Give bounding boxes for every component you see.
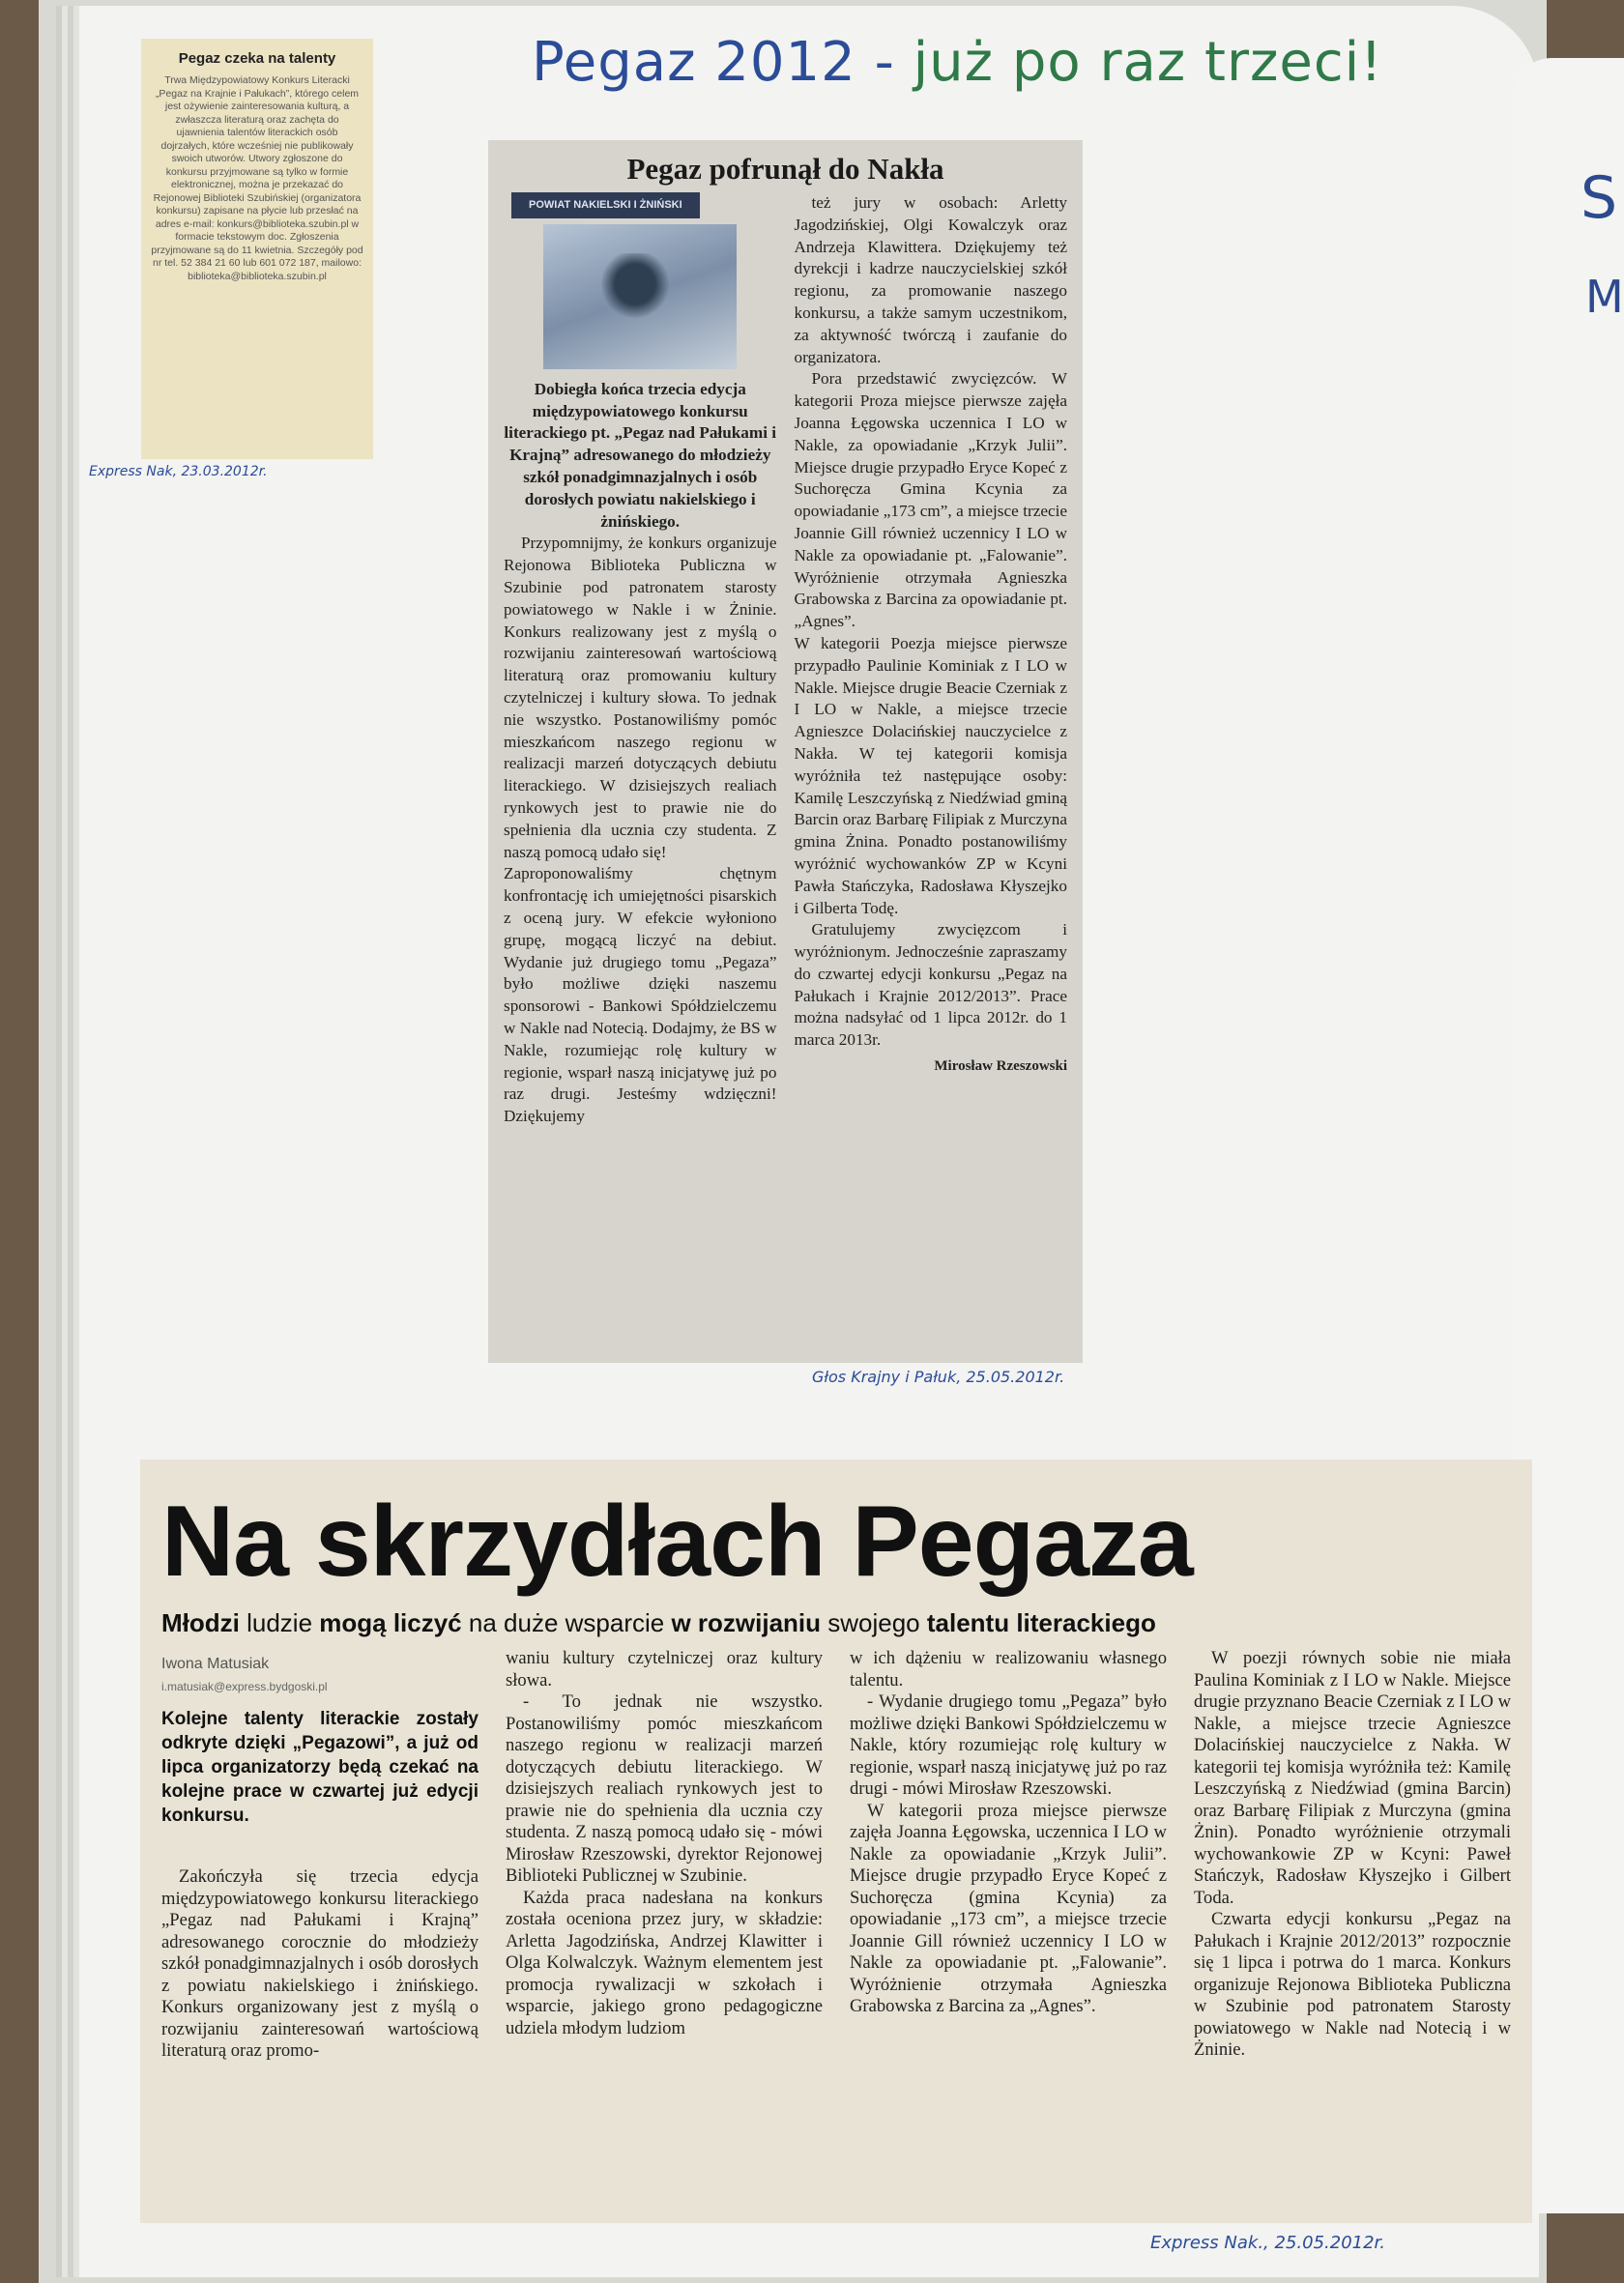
clipping3-author: Iwona Matusiak xyxy=(161,1656,270,1672)
next-page-letter-s: S xyxy=(1580,164,1618,232)
clipping2-paragraph: Pora przedstawić zwycięzców. W kategorii Proza miejsce pierwsze zajęła Joanna Łęgowska uczennica I LO w Nakle, za opowiadanie „Krzyk Julii”. Miejsce drugie przypadło Eryce Kopeć z Suchoręcza Gmina Kcynia za opowiadanie „173 cm”, a miejsce trzecie Joannie Gill również uczennicy I LO w Nakle za opowiadanie pt. „Falowanie”. Wyróżnienie otrzymała Agnieszka Grabowska z Barcina za opowiadanie pt. „Agnes”. xyxy=(794,369,1067,631)
clipping2-paragraph: Przypomnijmy, że konkurs organizuje Rejonowa Biblioteka Publiczna w Szubinie pod patronatem starosty powiatowego w Nakle i w Żninie. Konkurs realizowany jest z myślą o rozwijaniu zainteresowań wartościową literaturą oraz promowaniu kultury czytelniczej i kultury słowa. To jednak nie wszystko. Postanowiliśmy pomóc mieszkańcom naszego regionu w realizacji marzeń dotyczących debiutu literackiego. W dzisiejszych realiach rynkowych jest to prawie nie do spełnienia dla ucznia czy studenta. Z naszą pomocą udało się! xyxy=(504,534,777,861)
subheadline-part: swojego xyxy=(827,1608,927,1637)
clipping3-column-1 xyxy=(161,1648,478,2063)
clipping3-paragraph: Każda praca nadesłana na konkurs została oceniona przez jury, w składzie: Arletta Jagodzińska, Andrzej Klawitter i Olga Kolwalczyk. Ważnym elementem jest promocja rywalizacji w szkołach i wsparcie, jakiego grono pedagogiczne udziela młodym ludziom xyxy=(506,1887,823,2038)
clipping2-date-note: Głos Krajny i Pałuk, 25.05.2012r. xyxy=(812,1368,1065,1386)
clipping2-section-band: POWIAT NAKIELSKI I ŻNIŃSKI xyxy=(511,192,700,218)
clipping2-title: Pegaz pofrunął do Nakła xyxy=(626,152,944,186)
clipping3-paragraph: waniu kultury czytelniczej oraz kultury słowa. xyxy=(506,1648,823,1691)
clipping2-author: Mirosław Rzeszowski xyxy=(934,1058,1067,1075)
clipping3-lead: Kolejne talenty literackie zostały odkryte dzięki „Pegazowi”, a już od lipca organizatorzy będą czekać na kolejne prace w czwartej już edycji konkursu. xyxy=(161,1709,478,1826)
clipping3-date-note: Express Nak., 25.05.2012r. xyxy=(1150,2233,1386,2253)
subheadline-part: mogą liczyć xyxy=(319,1608,469,1637)
clipping3-column-3 xyxy=(850,1648,1167,2063)
clipping3-paragraph: W kategorii proza miejsce pierwsze zajęła Joanna Łęgowska, uczennica I LO w Nakle za opowiadanie „Krzyk Julii”. Miejsce drugie przypadło Eryce Kopeć z Suchoręcza (gmina Kcynia) za opowiadanie „173 cm”, a miejsce trzecie Joannie Gill również uczennicy I LO w Nakle za opowiadanie pt. „Falowanie”. Wyróżnienie otrzymała Agnieszka Grabowska z Barcina za „Agnes”. xyxy=(850,1800,1167,2016)
clipping3-column-2 xyxy=(506,1648,823,2063)
clipping-pegaz-czeka xyxy=(141,39,373,459)
clipping3-subheadline xyxy=(161,1608,1511,1638)
clipping-na-skrzydlach xyxy=(140,1459,1532,2223)
clipping1-body: Trwa Międzypowiatowy Konkurs Literacki „Pegaz na Krajnie i Pałukach”, którego celem jest ożywienie zainteresowania kulturą, a zwłaszcza literaturą oraz zachęta do ujawnienia talentów literackich osób dojrzałych, które wcześniej nie publikowały swoich utworów. Utwory zgłoszone do konkursu przyjmowane są tylko w formie elektronicznej, można je przekazać do Rejonowej Biblioteki Szubińskiej (organizatora konkursu) zapisane na płycie lub przesłać na adres e-mail: konkurs@biblioteka.szubin.pl w formacie tekstowym doc. Zgłoszenia przyjmowane są do 11 kwietnia. Szczegóły pod nr tel. 52 384 21 60 lub 601 072 187, mailowo: biblioteka@biblioteka.szubin.pl xyxy=(151,74,363,282)
clipping2-lead: Dobiegła końca trzecia edycja międzypowiatowego konkursu literackiego pt. „Pegaz nad Pałukami i Krajną” adresowanego do młodzieży szkół ponadgimnazjalnych i osób dorosłych powiatu nakielskiego i żnińskiego. xyxy=(504,379,777,531)
clipping2-paragraph: Zaproponowaliśmy chętnym konfrontację ich umiejętności pisarskich z oceną jury. W efekcie wyłoniono grupę, mogącą liczyć na debiut. Wydanie już drugiego tomu „Pegaza” było możliwe dzięki naszemu sponsorowi - Bankowi Spółdzielczemu w Nakle nad Notecią. Dodajmy, że BS w Nakle, rozumiejąc rolę kultury w regionie, wsparł naszą inicjatywę już po raz drugi. Jesteśmy wdzięczni! Dziękujemy xyxy=(504,864,777,1126)
clipping3-paragraph: W poezji równych sobie nie miała Paulina Kominiak z I LO w Nakle. Miejsce drugie przyznano Beacie Czerniak z I LO w Nakle, a miejsce trzecie Agnieszce Dolacińskiej nauczycielce z Nakła. W kategorii tej komisja wyróżniła też: Kamilę Leszczyńską z Niedźwiad (gmina Barcin) oraz Barbarę Filipiak z Murczyna (gmina Żnin). Ponadto wyróżnienie otrzymali wychowankowie ZP w Kcyni: Paweł Stańczyk, Radosław Kłyszejko i Gilbert Toda. xyxy=(1194,1648,1511,1908)
clipping3-paragraph: - Wydanie drugiego tomu „Pegaza” było możliwe dzięki Bankowi Spółdzielczemu w Nakle, który rozumiejąc rolę kultury w regionie, wsparł naszą inicjatywę już po raz drugi - mówi Mirosław Rzeszowski. xyxy=(850,1691,1167,1799)
clipping2-paragraph: Gratulujemy zwycięzcom i wyróżnionym. Jednocześnie zapraszamy do czwartej edycji konkursu „Pegaz na Pałukach i Krajnie 2012/2013”. Prace można nadsyłać od 1 lipca 2012r. do 1 marca 2013r. xyxy=(794,920,1067,1050)
handwritten-title-part2: już po raz trzeci! xyxy=(913,31,1383,94)
clipping2-column-2 xyxy=(795,192,1068,1128)
subheadline-part: ludzie xyxy=(246,1608,320,1637)
subheadline-part: na xyxy=(468,1608,505,1637)
clipping2-paragraph: też jury w osobach: Arletty Jagodzińskiej, Olgi Kowalczyk oraz Andrzeja Klawittera. Dziękujemy też dyrekcji i kadrze nauczycielskiej szkół regionu, za promowanie naszego konkursu, a także samym uczestnikom, za aktywność twórczą i zaufanie do organizatora. xyxy=(794,193,1067,366)
clipping2-paragraph: W kategorii Poezja miejsce pierwsze przypadło Paulinie Kominiak z I LO w Nakle. Miejsce drugie Beacie Czerniak z I LO w Nakle, a miejsce trzecie Agnieszce Dolacińskiej nauczycielce z Nakła. W tej kategorii komisja wyróżniła też następujące osoby: Kamilę Leszczyńską z Niedźwiad gminą Barcin oraz Barbarę Filipiak z Murczyna gmina Żnina. Ponadto postanowiliśmy wyróżnić wychowanków ZP w Kcyni Pawła Stańczyka, Radosława Kłyszejko i Gilberta Todę. xyxy=(794,633,1067,917)
clipping3-paragraph: Zakończyła się trzecia edycja międzypowiatowego konkursu literackiego „Pegaz nad Pałukami i Krajną” adresowanego corocznie do młodzieży szkół ponadgimnazjalnych i osób dorosłych z powiatu nakielskiego i żnińskiego. Konkurs organizowany jest z myślą o rozwijaniu zainteresowań wartościową literaturą oraz promo- xyxy=(161,1866,478,2061)
clipping3-headline: Na skrzydłach Pegaza xyxy=(161,1486,1193,1598)
clipping3-email: i.matusiak@express.bydgoski.pl xyxy=(161,1679,328,1693)
pegasus-photo xyxy=(543,224,737,369)
clipping1-date-note: Express Nak, 23.03.2012r. xyxy=(89,464,268,479)
handwritten-title-part1: Pegaz 2012 - xyxy=(532,31,914,94)
clipping3-paragraph: - To jednak nie wszystko. Postanowiliśmy pomóc mieszkańcom naszego regionu w realizacji marzeń dotyczących debiutu literackiego. W dzisiejszych realiach rynkowych jest to prawie nie do spełnienia dla ucznia czy studenta. Z naszą pomocą udało się - mówi Mirosław Rzeszowski, dyrektor Rejonowej Biblioteki Publicznej w Szubinie. xyxy=(506,1691,823,1886)
subheadline-part: duże wsparcie xyxy=(504,1608,672,1637)
clipping3-column-4 xyxy=(1194,1648,1511,2063)
clipping-pegaz-pofrunal xyxy=(488,140,1083,1363)
clipping2-column-1 xyxy=(504,192,777,1128)
subheadline-part: Młodzi xyxy=(161,1608,247,1637)
clipping1-title: Pegaz czeka na talenty xyxy=(178,50,336,67)
subheadline-part: talentu literackiego xyxy=(926,1608,1156,1637)
subheadline-part: w rozwijaniu xyxy=(671,1608,828,1637)
clipping3-paragraph: w ich dążeniu w realizowaniu własnego talentu. xyxy=(850,1648,1167,1691)
next-page-letter-m: M xyxy=(1585,271,1624,323)
handwritten-title xyxy=(532,31,1383,94)
clipping3-paragraph: Czwarta edycji konkursu „Pegaz na Pałukach i Krajnie 2012/2013” rozpocznie się 1 lipca i potrwa do 1 marca. Konkurs organizuje Rejonowa Biblioteka Publiczna w Szubinie pod patronatem Starosty powiatowego w Nakle nad Notecią i w Żninie. xyxy=(1194,1909,1511,2060)
